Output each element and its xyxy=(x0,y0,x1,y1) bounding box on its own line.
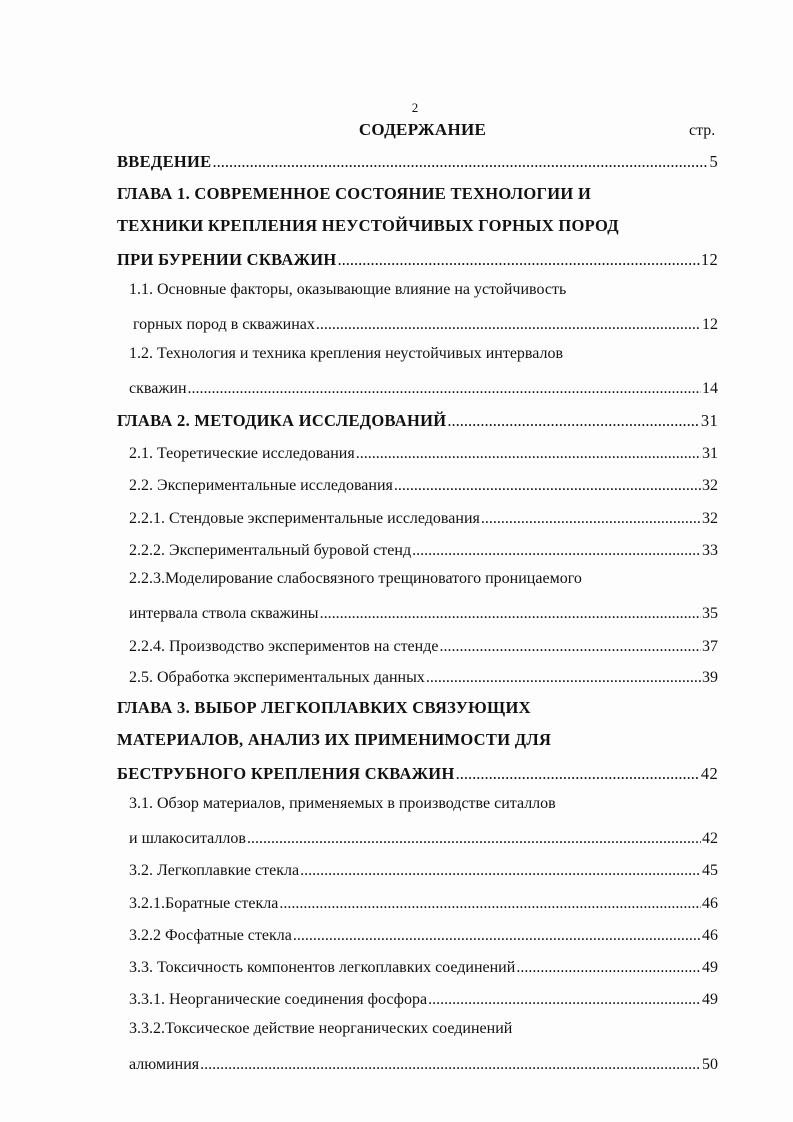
toc-entry-section-3-1 xyxy=(129,826,718,848)
toc-entry-section-2-2-1 xyxy=(129,506,718,528)
toc-entry-page: 42 xyxy=(700,764,718,783)
dot-leader xyxy=(394,477,701,495)
toc-entry-text: алюминия xyxy=(129,1056,200,1073)
dot-leader xyxy=(356,445,701,463)
toc-entry-page: 39 xyxy=(702,669,718,686)
toc-entry-page: 46 xyxy=(702,927,718,944)
toc-entry-page: 46 xyxy=(702,895,718,912)
toc-entry-section-2-2-2 xyxy=(129,538,718,560)
toc-entry-intro xyxy=(117,150,718,172)
toc-entry-section-3-2-1 xyxy=(129,891,718,913)
toc-entry-page: 32 xyxy=(702,477,718,494)
toc-entry-text: 3.3.1. Неорганические соединения фосфора xyxy=(129,991,428,1008)
toc-entry-page: 50 xyxy=(702,1056,718,1073)
toc-section-2-2-3-line-1: 2.2.3.Моделирование слабосвязного трещиноватого проницаемого xyxy=(129,570,582,587)
dot-leader xyxy=(439,638,701,656)
toc-entry-page: 42 xyxy=(702,830,718,847)
toc-entry-page: 31 xyxy=(702,445,718,462)
toc-entry-page: 12 xyxy=(702,316,718,333)
toc-entry-section-3-3-1 xyxy=(129,987,718,1009)
toc-entry-text: 3.2.2 Фосфатные стекла xyxy=(129,927,292,944)
toc-entry-text: горных пород в скважинах xyxy=(133,316,315,333)
toc-entry-page: 37 xyxy=(702,638,718,655)
dot-leader xyxy=(426,669,701,687)
toc-entry-text: 3.2. Легкоплавкие стекла xyxy=(129,862,300,879)
toc-entry-text: ВВЕДЕНИЕ xyxy=(117,152,212,171)
toc-entry-chapter-1 xyxy=(117,248,718,270)
toc-entry-text: ГЛАВА 2. МЕТОДИКА ИССЛЕДОВАНИЙ xyxy=(117,411,447,430)
toc-entry-page: 49 xyxy=(702,991,718,1008)
toc-section-3-1-line-1: 3.1. Обзор материалов, применяемых в производстве ситаллов xyxy=(129,795,556,812)
toc-entry-section-2-2-4 xyxy=(129,634,718,656)
toc-entry-text: 2.2. Экспериментальные исследования xyxy=(129,477,393,494)
toc-entry-section-3-3 xyxy=(129,955,718,977)
dot-leader xyxy=(456,764,700,784)
toc-entry-page: 45 xyxy=(702,862,718,879)
dot-leader xyxy=(447,411,699,431)
toc-entry-section-1-2 xyxy=(129,376,718,398)
toc-entry-text: 2.2.1. Стендовые экспериментальные исследования xyxy=(129,510,480,527)
toc-entry-text: ПРИ БУРЕНИИ СКВАЖИН xyxy=(117,250,337,269)
toc-entry-section-2-2 xyxy=(129,473,718,495)
dot-leader xyxy=(516,959,701,977)
toc-entry-text: 2.1. Теоретические исследования xyxy=(129,445,355,462)
toc-entry-section-2-1 xyxy=(129,441,718,463)
page-title: СОДЕРЖАНИЕ xyxy=(358,120,487,139)
toc-section-3-3-2-line-1: 3.3.2.Токсическое действие неорганических соединений xyxy=(129,1020,513,1037)
toc-entry-section-2-5 xyxy=(129,665,718,687)
dot-leader xyxy=(428,991,701,1009)
dot-leader xyxy=(316,316,701,334)
toc-entry-text: 2.2.4. Производство экспериментов на стенде xyxy=(129,638,439,655)
toc-entry-page: 35 xyxy=(702,605,718,622)
toc-entry-page: 49 xyxy=(702,959,718,976)
toc-entry-page: 5 xyxy=(709,152,718,171)
toc-entry-section-1-1 xyxy=(133,312,718,334)
page-number: 2 xyxy=(411,100,419,115)
toc-entry-chapter-3 xyxy=(117,762,718,784)
toc-entry-text: 2.2.2. Экспериментальный буровой стенд xyxy=(129,542,412,559)
dot-leader xyxy=(200,1056,701,1074)
page-column-label: стр. xyxy=(689,122,716,139)
toc-chapter-3-line-1: ГЛАВА 3. ВЫБОР ЛЕГКОПЛАВКИХ СВЯЗУЮЩИХ xyxy=(117,698,531,717)
dot-leader xyxy=(279,895,701,913)
toc-entry-section-3-2-2 xyxy=(129,923,718,945)
toc-entry-text: 3.2.1.Боратные стекла xyxy=(129,895,279,912)
toc-entry-page: 33 xyxy=(702,542,718,559)
dot-leader xyxy=(188,380,702,398)
dot-leader xyxy=(337,250,699,270)
dot-leader xyxy=(247,830,701,848)
dot-leader xyxy=(293,927,701,945)
toc-entry-section-2-2-3 xyxy=(129,601,718,623)
toc-section-1-1-line-1: 1.1. Основные факторы, оказывающие влияние на устойчивость xyxy=(129,281,567,298)
toc-entry-page: 32 xyxy=(702,510,718,527)
dot-leader xyxy=(212,152,708,172)
dot-leader xyxy=(320,605,701,623)
dot-leader xyxy=(300,862,701,880)
toc-entry-chapter-2 xyxy=(117,409,718,431)
toc-chapter-3-line-2: МАТЕРИАЛОВ, АНАЛИЗ ИХ ПРИМЕНИМОСТИ ДЛЯ xyxy=(117,730,552,749)
toc-entry-page: 12 xyxy=(700,250,718,269)
toc-entry-page: 14 xyxy=(702,380,718,397)
toc-entry-text: и шлакоситаллов xyxy=(129,830,246,847)
dot-leader xyxy=(412,542,701,560)
toc-entry-page: 31 xyxy=(700,411,718,430)
toc-chapter-1-line-1: ГЛАВА 1. СОВРЕМЕННОЕ СОСТОЯНИЕ ТЕХНОЛОГИИ И xyxy=(117,184,592,203)
toc-section-1-2-line-1: 1.2. Технология и техника крепления неустойчивых интервалов xyxy=(129,345,564,362)
toc-entry-section-3-2 xyxy=(129,858,718,880)
dot-leader xyxy=(481,510,701,528)
toc-entry-text: 2.5. Обработка экспериментальных данных xyxy=(129,669,425,686)
toc-entry-text: скважин xyxy=(129,380,187,397)
toc-entry-text: интервала ствола скважины xyxy=(129,605,319,622)
toc-entry-section-3-3-2 xyxy=(129,1052,718,1074)
toc-chapter-1-line-2: ТЕХНИКИ КРЕПЛЕНИЯ НЕУСТОЙЧИВЫХ ГОРНЫХ ПОРОД xyxy=(117,216,619,235)
toc-entry-text: БЕСТРУБНОГО КРЕПЛЕНИЯ СКВАЖИН xyxy=(117,764,455,783)
toc-entry-text: 3.3. Токсичность компонентов легкоплавких соединений xyxy=(129,959,516,976)
